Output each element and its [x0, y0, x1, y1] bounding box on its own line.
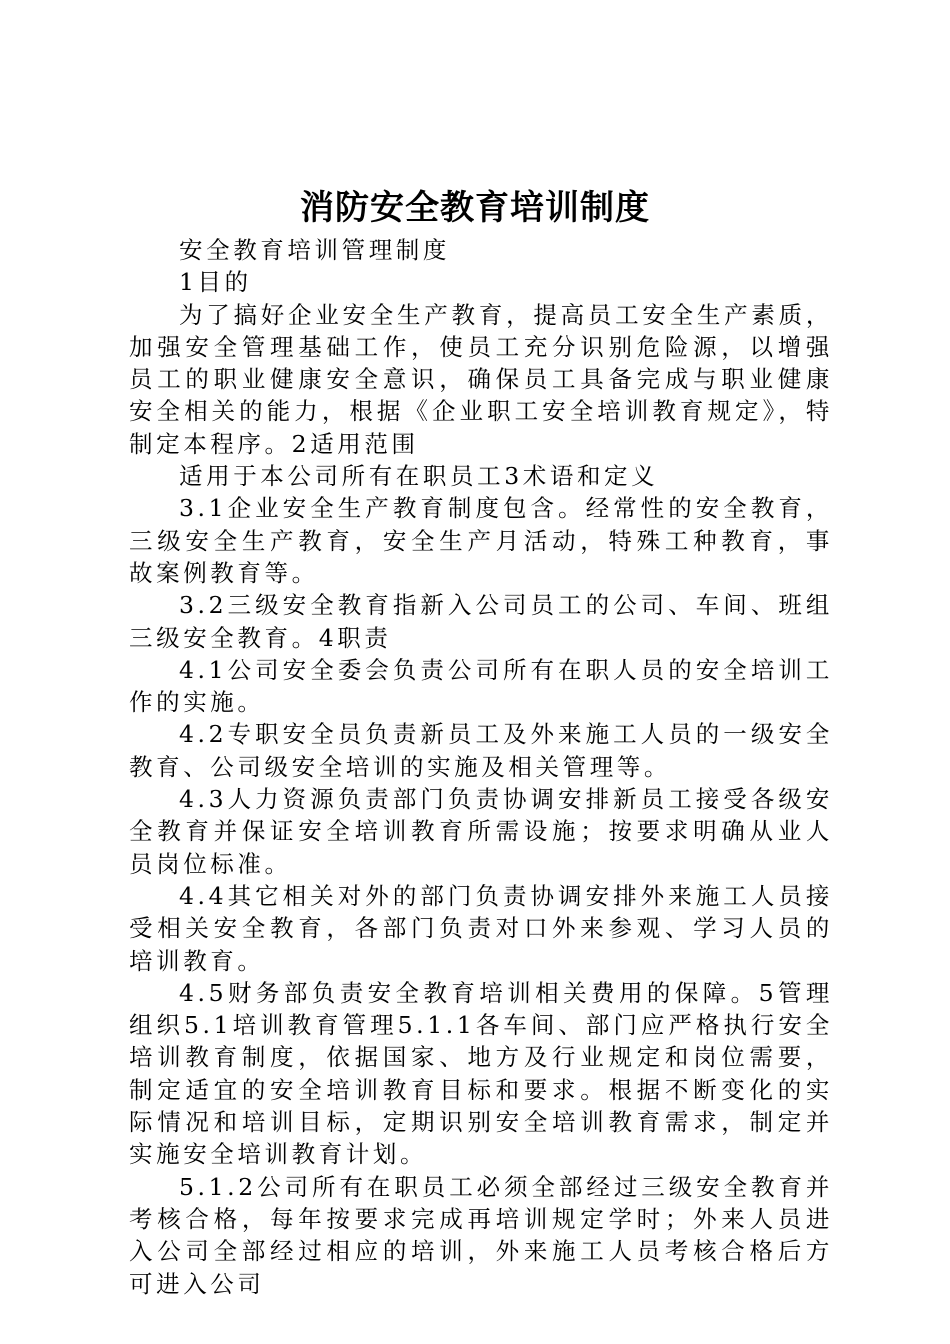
paragraph-purpose: 为了搞好企业安全生产教育，提高员工安全生产素质，加强安全管理基础工作，使员工充分识别危险源，以增强员工的职业健康安全意识，确保员工具备完成与职业健康安全相关的能力，根据《企业职工安全培训教育规定》，特制定本程序。2适用范围	[129, 300, 833, 458]
paragraph-purpose-heading: 1目的	[179, 268, 252, 297]
paragraph-4-5: 4.5财务部负责安全教育培训相关费用的保障。5管理组织5.1培训教育管理5.1.1各车间、部门应严格执行安全培训教育制度，依据国家、地方及行业规定和岗位需要，制定适宜的安全培训教育目标和要求。根据不断变化的实际情况和培训目标，定期识别安全培训教育需求，制定并实施安全培训教育计划。	[129, 978, 833, 1169]
document-body	[129, 234, 833, 1300]
paragraph-4-4: 4.4其它相关对外的部门负责协调安排外来施工人员接受相关安全教育，各部门负责对口外来参观、学习人员的培训教育。	[129, 881, 833, 975]
document-title: 消防安全教育培训制度	[300, 188, 650, 228]
paragraph-5-1-2: 5.1.2公司所有在职员工必须全部经过三级安全教育并考核合格，每年按要求完成再培训规定学时；外来人员进入公司全部经过相应的培训，外来施工人员考核合格后方可进入公司	[129, 1172, 833, 1298]
paragraph-4-3: 4.3人力资源负责部门负责协调安排新员工接受各级安全教育并保证安全培训教育所需设施；按要求明确从业人员岗位标准。	[129, 785, 833, 878]
paragraph-4-1: 4.1公司安全委会负责公司所有在职人员的安全培训工作的实施。	[129, 655, 833, 717]
paragraph-3-2: 3.2三级安全教育指新入公司员工的公司、车间、班组三级安全教育。4职责	[129, 591, 833, 652]
paragraph-4-2: 4.2专职安全员负责新员工及外来施工人员的一级安全教育、公司级安全培训的实施及相关管理等。	[129, 720, 833, 781]
paragraph-subtitle: 安全教育培训管理制度	[179, 236, 450, 264]
paragraph-3-1: 3.1企业安全生产教育制度包含。经常性的安全教育，三级安全生产教育，安全生产月活动，特殊工种教育，事故案例教育等。	[129, 494, 833, 587]
paragraph-scope: 适用于本公司所有在职员工3术语和定义	[179, 462, 659, 491]
